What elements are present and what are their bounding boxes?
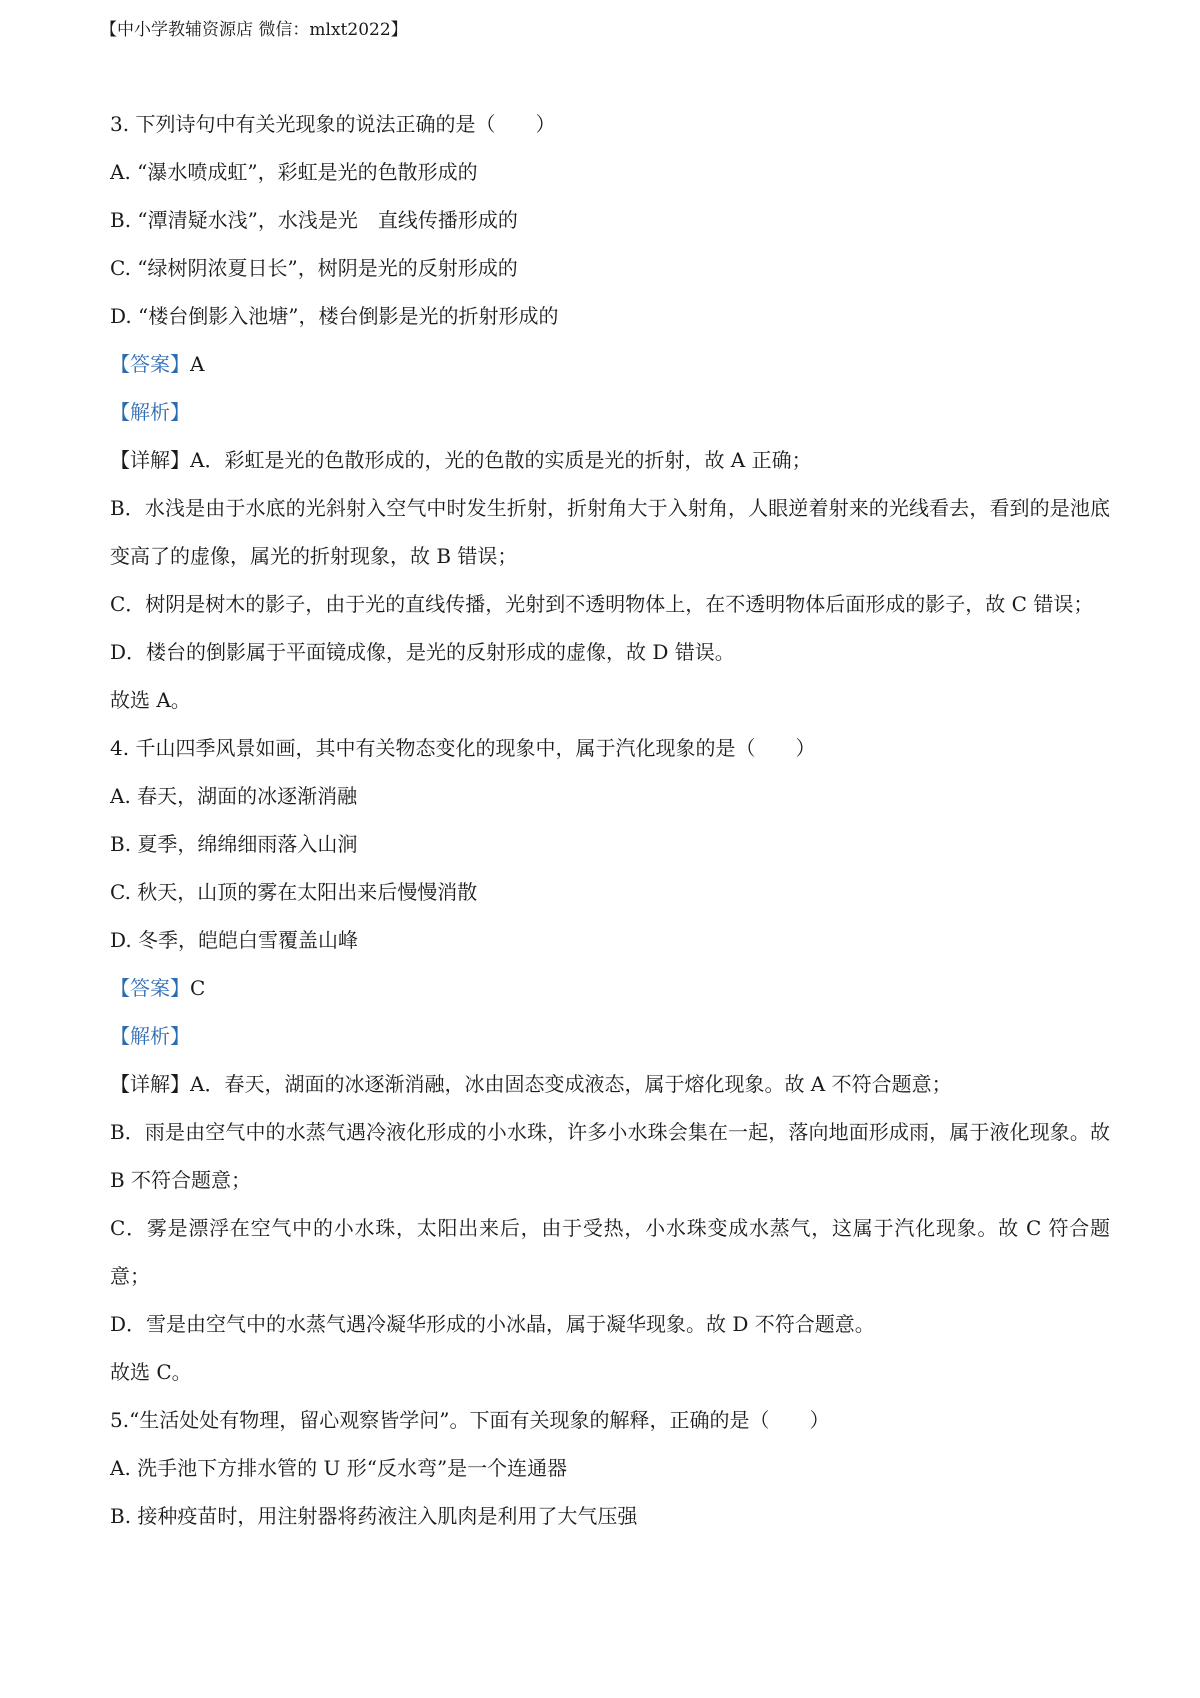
q4-option-b: B. 夏季，绵绵细雨落入山涧: [110, 832, 358, 856]
q3-detail-b: B．水浅是由于水底的光斜射入空气中时发生折射，折射角大于入射角，人眼逆着射来的光线看去，看到的是池底变高了的虚像，属光的折射现象，故 B 错误；: [110, 496, 1110, 568]
q3-answer-tag: 【答案】: [110, 352, 190, 376]
q4-answer-line: [110, 964, 1110, 1012]
q5-stem: 5.“生活处处有物理，留心观察皆学问”。下面有关现象的解释，正确的是（ ）: [110, 1408, 830, 1432]
q3-option-d: D. “楼台倒影入池塘”，楼台倒影是光的折射形成的: [110, 304, 559, 328]
q3-detail-c: C．树阴是树木的影子，由于光的直线传播，光射到不透明物体上，在不透明物体后面形成的影子，故 C 错误；: [110, 592, 1094, 616]
q4-detail-d: D．雪是由空气中的水蒸气遇冷凝华形成的小冰晶，属于凝华现象。故 D 不符合题意。: [110, 1312, 875, 1336]
q4-conclusion: 故选 C。: [110, 1360, 192, 1384]
q4-detail-a: 【详解】A．春天，湖面的冰逐渐消融，冰由固态变成液态，属于熔化现象。故 A 不符合题意；: [110, 1072, 952, 1096]
q4-stem: 4. 千山四季风景如画，其中有关物态变化的现象中，属于汽化现象的是（ ）: [110, 736, 816, 760]
q4-answer-tag: 【答案】: [110, 976, 190, 1000]
q3-conclusion: 故选 A。: [110, 688, 191, 712]
q4-option-c: C. 秋天，山顶的雾在太阳出来后慢慢消散: [110, 880, 478, 904]
q4-detail-b: B．雨是由空气中的水蒸气遇冷液化形成的小水珠，许多小水珠会集在一起，落向地面形成雨，属于液化现象。故 B 不符合题意；: [110, 1120, 1110, 1192]
q3-answer: A: [190, 352, 205, 376]
q3-answer-line: [110, 340, 1110, 388]
q3-option-b: B. “潭清疑水浅”，水浅是光 直线传播形成的: [110, 208, 518, 232]
q3-detail-d: D．楼台的倒影属于平面镜成像，是光的反射形成的虚像，故 D 错误。: [110, 640, 735, 664]
q4-analysis-tag: 【解析】: [110, 1024, 190, 1048]
q4-answer: C: [190, 976, 206, 1000]
q4-option-d: D. 冬季，皑皑白雪覆盖山峰: [110, 928, 359, 952]
q3-analysis-tag: 【解析】: [110, 400, 190, 424]
watermark: 【中小学教辅资源店 微信：mlxt2022】: [100, 20, 408, 40]
q5-option-b: B. 接种疫苗时，用注射器将药液注入肌肉是利用了大气压强: [110, 1504, 638, 1528]
q5-option-a: A. 洗手池下方排水管的 U 形“反水弯”是一个连通器: [110, 1456, 568, 1480]
q4-detail-c: C．雾是漂浮在空气中的小水珠，太阳出来后，由于受热，小水珠变成水蒸气，这属于汽化现象。故 C 符合题意；: [110, 1216, 1110, 1288]
q3-stem: 3. 下列诗句中有关光现象的说法正确的是（ ）: [110, 112, 556, 136]
q4-option-a: A. 春天，湖面的冰逐渐消融: [110, 784, 358, 808]
document-content: [110, 100, 1110, 1540]
q3-option-a: A. “瀑水喷成虹”，彩虹是光的色散形成的: [110, 160, 478, 184]
q3-detail-a: 【详解】A．彩虹是光的色散形成的，光的色散的实质是光的折射，故 A 正确；: [110, 448, 812, 472]
q3-option-c: C. “绿树阴浓夏日长”，树阴是光的反射形成的: [110, 256, 518, 280]
